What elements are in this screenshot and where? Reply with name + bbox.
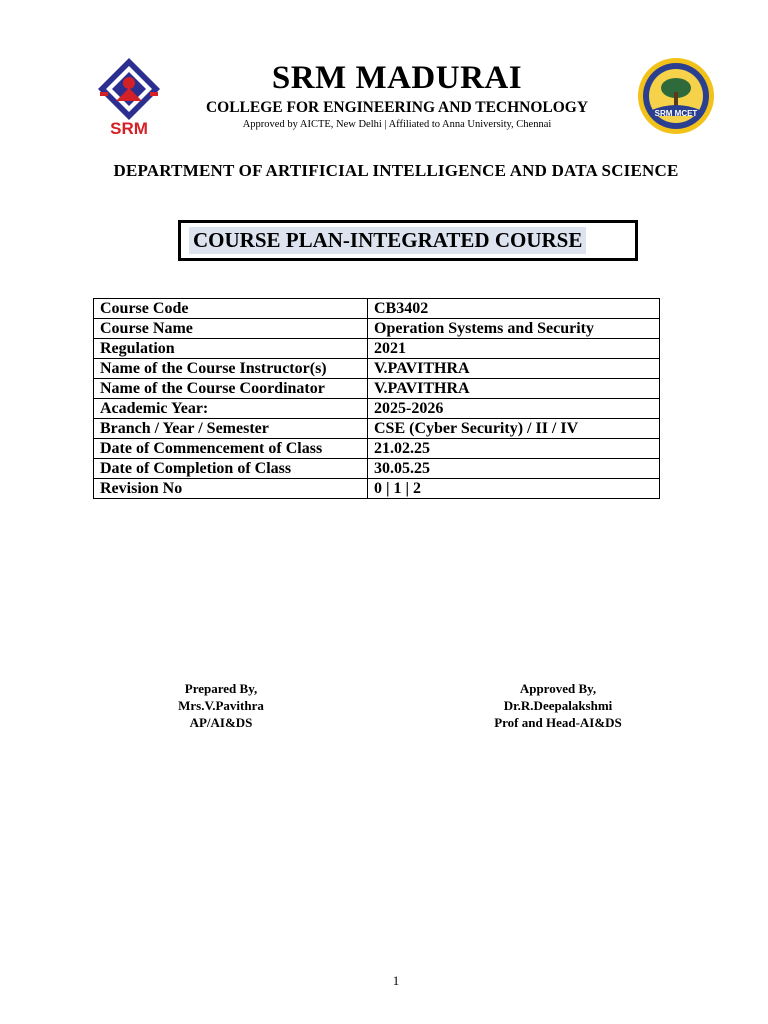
college-subtitle: COLLEGE FOR ENGINEERING AND TECHNOLOGY [205, 99, 589, 116]
row-key: Branch / Year / Semester [94, 419, 368, 439]
approved-designation: Prof and Head-AI&DS [494, 715, 622, 730]
row-key: Course Code [94, 299, 368, 319]
course-info-table [93, 298, 660, 499]
approval-line: Approved by AICTE, New Delhi | Affiliated to Anna University, Chennai [242, 119, 552, 130]
approved-name: Dr.R.Deepalakshmi [503, 698, 613, 713]
row-value: Operation Systems and Security [368, 319, 660, 339]
prepared-name: Mrs.V.Pavithra [178, 698, 264, 713]
row-value: 21.02.25 [368, 439, 660, 459]
srm-logo-text: SRM [110, 119, 148, 136]
table-row [94, 379, 660, 399]
row-value: CB3402 [368, 299, 660, 319]
letterhead [92, 54, 720, 140]
row-key: Date of Commencement of Class [94, 439, 368, 459]
prepared-designation: AP/AI&DS [189, 715, 253, 730]
seal-graphic [634, 56, 718, 136]
approved-label: Approved By, [519, 681, 597, 696]
page-number: 1 [392, 973, 400, 988]
srm-logo [96, 56, 162, 136]
row-key: Academic Year: [94, 399, 368, 419]
row-key: Name of the Course Instructor(s) [94, 359, 368, 379]
table-row [94, 339, 660, 359]
table-row [94, 359, 660, 379]
row-value: 0 | 1 | 2 [368, 479, 660, 499]
prepared-by-block [121, 680, 321, 731]
table-row [94, 299, 660, 319]
prepared-label: Prepared By, [184, 681, 258, 696]
table-row [94, 439, 660, 459]
seal-text: SRM MCET [654, 109, 698, 118]
row-key: Regulation [94, 339, 368, 359]
row-value: V.PAVITHRA [368, 359, 660, 379]
row-value: 30.05.25 [368, 459, 660, 479]
college-name: SRM MADURAI [271, 60, 523, 96]
table-row [94, 459, 660, 479]
plan-title-box [178, 220, 638, 261]
department-title: DEPARTMENT OF ARTIFICIAL INTELLIGENCE AND DATA SCIENCE [113, 161, 679, 180]
table-row [94, 419, 660, 439]
mcet-seal [634, 56, 718, 136]
table-row [94, 479, 660, 499]
row-value: CSE (Cyber Security) / II / IV [368, 419, 660, 439]
college-block [190, 60, 604, 132]
plan-title: COURSE PLAN-INTEGRATED COURSE [189, 227, 586, 254]
row-key: Name of the Course Coordinator [94, 379, 368, 399]
table-row [94, 399, 660, 419]
table-row [94, 319, 660, 339]
row-value: 2021 [368, 339, 660, 359]
row-key: Revision No [94, 479, 368, 499]
row-key: Course Name [94, 319, 368, 339]
row-key: Date of Completion of Class [94, 459, 368, 479]
srm-logo-graphic [96, 56, 162, 136]
approved-by-block [458, 680, 658, 731]
row-value: 2025-2026 [368, 399, 660, 419]
row-value: V.PAVITHRA [368, 379, 660, 399]
